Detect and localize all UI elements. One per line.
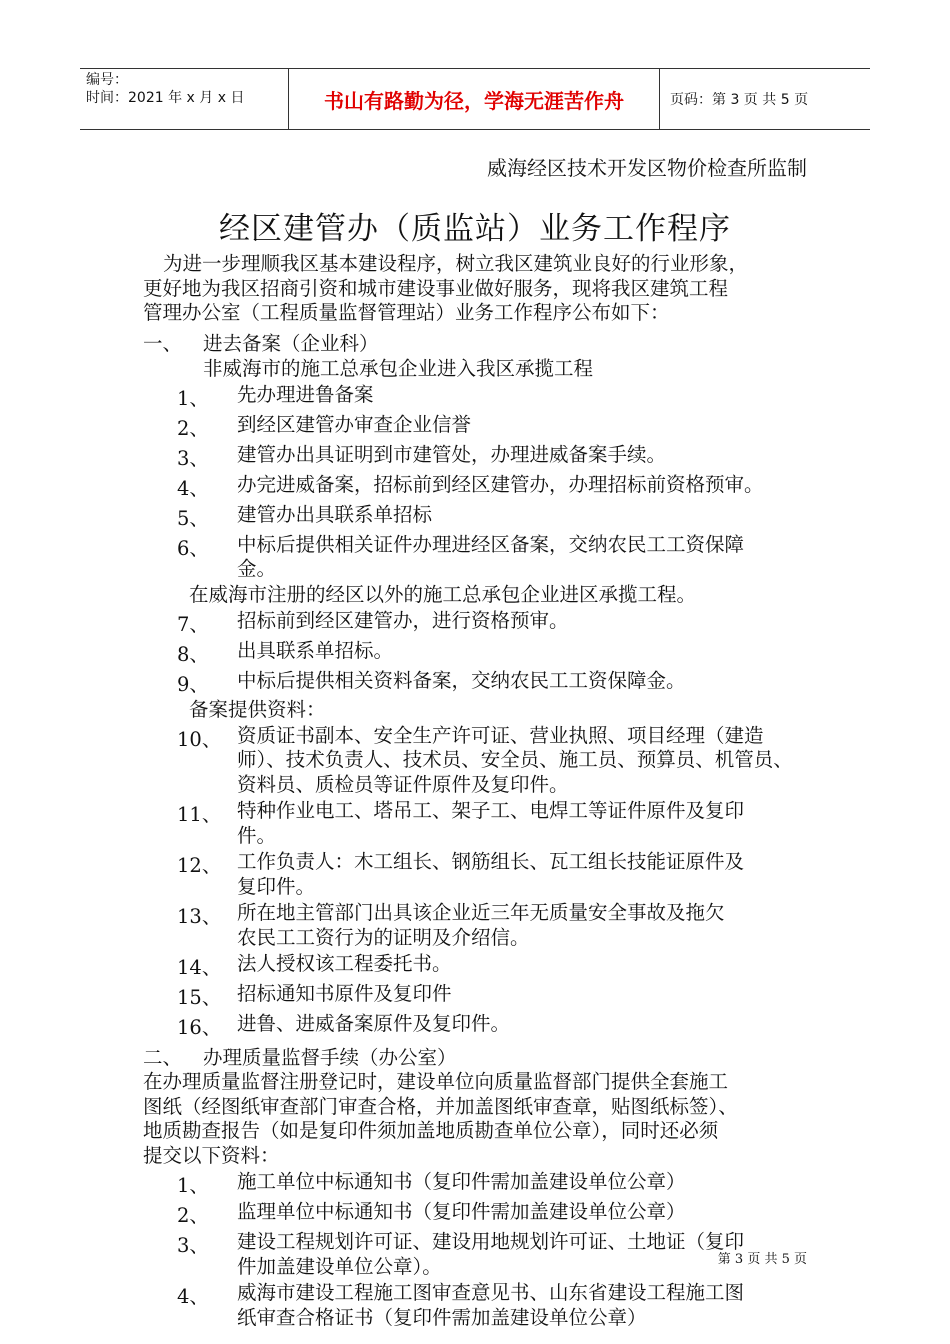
item-number: 14、 (177, 956, 222, 979)
list-item (143, 901, 823, 950)
item-number: 12、 (177, 854, 222, 877)
list-item (143, 799, 823, 848)
section-title: 进去备案（企业科） (203, 331, 379, 355)
item-line: 招标前到经区建管办，进行资格预审。 (237, 608, 569, 632)
document-date-label: 时间：2021 年 x 月 x 日 (86, 90, 245, 106)
list-item (143, 443, 823, 471)
document-number-label: 编号： (86, 72, 128, 88)
item-number: 13、 (177, 905, 222, 928)
item-text (237, 1170, 823, 1198)
item-number: 16、 (177, 1016, 222, 1039)
item-line: 资质证书副本、安全生产许可证、营业执照、项目经理（建造 (237, 723, 764, 747)
list-item (143, 609, 823, 637)
item-line: 出具联系单招标。 (237, 638, 394, 662)
list-item (143, 533, 823, 582)
item-line: 监理单位中标通知书（复印件需加盖建设单位公章） (237, 1200, 686, 1223)
list-item (143, 503, 823, 531)
item-line: 件。 (237, 823, 277, 847)
item-text (237, 952, 823, 980)
list-item (143, 639, 823, 667)
item-text (237, 383, 823, 411)
item-text (237, 669, 823, 697)
item-text (237, 901, 823, 950)
item-line: 到经区建管办审查企业信誉 (237, 412, 472, 436)
item-number: 7、 (177, 612, 209, 636)
item-number: 4、 (177, 1285, 209, 1308)
list-item (143, 982, 823, 1010)
item-line: 威海市建设工程施工图审查意见书、山东省建设工程施工图 (237, 1281, 745, 1304)
list-item (143, 1012, 823, 1040)
item-text (237, 850, 823, 899)
body-line: 图纸（经图纸审查部门审查合格，并加盖图纸审查章，贴图纸标签）、 (143, 1094, 738, 1118)
subheading: 备案提供资料： (189, 697, 326, 721)
item-number: 5、 (177, 506, 209, 530)
item-line: 建设工程规划许可证、建设用地规划许可证、土地证（复印 (237, 1230, 745, 1253)
subheading: 非威海市的施工总承包企业进入我区承揽工程 (203, 356, 594, 380)
intro-line: 管理办公室（工程质量监督管理站）业务工作程序公布如下： (143, 301, 670, 324)
item-text (237, 413, 823, 441)
intro-line: 更好地为我区招商引资和城市建设事业做好服务，现将我区建筑工程 (143, 276, 729, 300)
item-number: 9、 (177, 672, 209, 696)
list-item (143, 724, 823, 798)
document-title: 经区建管办（质监站）业务工作程序 (219, 211, 731, 247)
item-text (237, 799, 823, 848)
item-number: 8、 (177, 642, 209, 666)
item-line: 建管办出具联系单招标 (237, 502, 433, 526)
item-number: 2、 (177, 416, 209, 440)
header-page-label: 页码：第 3 页 共 5 页 (670, 92, 809, 108)
item-line: 办完进威备案，招标前到经区建管办，办理招标前资格预审。 (237, 472, 764, 496)
item-line: 中标后提供相关资料备案，交纳农民工工资保障金。 (237, 668, 686, 692)
item-line: 先办理进鲁备案 (237, 382, 374, 406)
section-title: 办理质量监督手续（办公室） (203, 1046, 457, 1069)
item-text (237, 1012, 823, 1040)
list-item (143, 383, 823, 411)
body-line: 地质勘查报告（如是复印件须加盖地质勘查单位公章），同时还必须 (143, 1119, 719, 1142)
header-left-cell (80, 69, 288, 129)
item-line: 农民工工资行为的证明及介绍信。 (237, 925, 530, 949)
item-line: 金。 (237, 557, 277, 580)
item-list (143, 724, 823, 1041)
item-number: 4、 (177, 476, 209, 500)
item-line: 法人授权该工程委托书。 (237, 952, 452, 975)
item-line: 工作负责人：木工组长、钢筋组长、瓦工组长技能证原件及 (237, 850, 745, 873)
item-line: 纸审查合格证书（复印件需加盖建设单位公章） (237, 1305, 647, 1329)
item-text (237, 533, 823, 582)
section-body-paragraph (143, 1070, 823, 1168)
list-item (143, 669, 823, 697)
item-line: 所在地主管部门出具该企业近三年无质量安全事故及拖欠 (237, 901, 725, 924)
item-line: 师）、技术负责人、技术员、安全员、施工员、预算员、机管员、 (237, 748, 793, 771)
item-text (237, 503, 823, 531)
issuer-line: 威海经区技术开发区物价检查所监制 (487, 156, 807, 180)
item-number: 10、 (177, 727, 222, 751)
item-line: 进鲁、进威备案原件及复印件。 (237, 1012, 511, 1035)
item-text (237, 1200, 823, 1228)
list-item (143, 1281, 823, 1330)
item-text (237, 473, 823, 501)
section-heading (143, 328, 823, 356)
page-footer: 第 3 页 共 5 页 (717, 1252, 807, 1267)
list-item (143, 850, 823, 899)
item-number: 2、 (177, 1204, 209, 1227)
item-text (237, 982, 823, 1010)
item-number: 3、 (177, 446, 209, 470)
item-line: 件加盖建设单位公章）。 (237, 1254, 442, 1278)
item-list (143, 609, 823, 697)
section-number: 一、 (143, 331, 183, 355)
item-number: 1、 (177, 1174, 209, 1197)
header-motto: 书山有路勤为径，学海无涯苦作舟 (288, 69, 660, 129)
item-line: 复印件。 (237, 874, 316, 898)
item-text (237, 443, 823, 471)
intro-line: 为进一步理顺我区基本建设程序，树立我区建筑业良好的行业形象， (163, 252, 749, 275)
list-item (143, 1170, 823, 1198)
list-item (143, 1200, 823, 1228)
item-number: 15、 (177, 986, 222, 1009)
subheading: 在威海市注册的经区以外的施工总承包企业进区承揽工程。 (189, 582, 697, 606)
item-line: 招标通知书原件及复印件 (237, 982, 452, 1005)
item-number: 1、 (177, 386, 209, 410)
section-number: 二、 (143, 1046, 183, 1069)
item-line: 建管办出具证明到市建管处，办理进威备案手续。 (237, 442, 667, 466)
intro-paragraph (143, 252, 823, 326)
item-text (237, 724, 823, 798)
item-number: 6、 (177, 536, 209, 560)
section-heading (143, 1042, 823, 1070)
list-item (143, 952, 823, 980)
body-line: 提交以下资料： (143, 1143, 280, 1167)
item-line: 中标后提供相关证件办理进经区备案，交纳农民工工资保障 (237, 532, 745, 556)
item-text (237, 609, 823, 637)
list-item (143, 413, 823, 441)
item-text (237, 639, 823, 667)
item-list (143, 383, 823, 582)
item-number: 11、 (177, 803, 222, 826)
item-number: 3、 (177, 1234, 209, 1257)
item-line: 施工单位中标通知书（复印件需加盖建设单位公章） (237, 1170, 686, 1193)
item-line: 资料员、质检员等证件原件及复印件。 (237, 772, 569, 796)
item-text (237, 1281, 823, 1330)
body-line: 在办理质量监督注册登记时，建设单位向质量监督部门提供全套施工 (143, 1070, 729, 1093)
header-table (80, 68, 870, 130)
item-line: 特种作业电工、塔吊工、架子工、电焊工等证件原件及复印 (237, 799, 745, 822)
document-body (143, 252, 823, 1330)
list-item (143, 473, 823, 501)
